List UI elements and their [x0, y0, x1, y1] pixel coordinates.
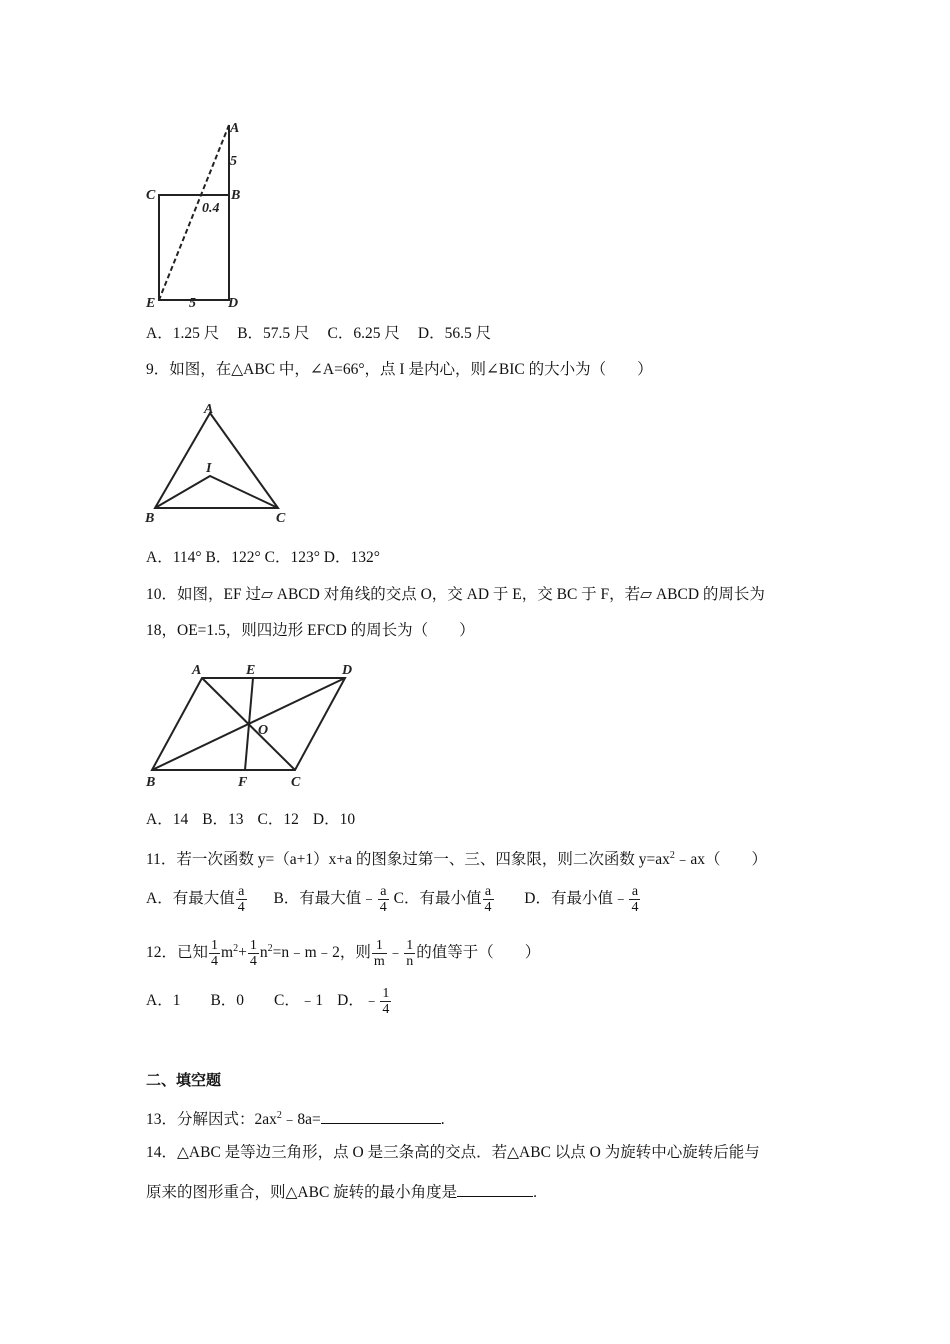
fraction-a-over-4 — [378, 884, 389, 915]
q12-n-term: n — [259, 944, 268, 962]
fraction-1-over-4 — [380, 986, 391, 1017]
fraction-a-over-4 — [236, 884, 247, 915]
q12-plus: + — [238, 944, 247, 962]
fraction-numerator: a — [236, 884, 247, 900]
q8-option-a[interactable]: A．1.25 尺 — [146, 325, 220, 342]
q12-option-d[interactable] — [337, 984, 392, 1018]
figure-q10 — [140, 658, 370, 793]
fraction-numerator: 1 — [382, 985, 390, 1001]
q11-option-a-text: A．有最大值 — [146, 890, 235, 907]
label-O: O — [258, 723, 269, 738]
q9-option-a[interactable]: A．114° — [146, 549, 202, 566]
fraction-1-over-n — [404, 938, 415, 969]
q12-exponent: 2 — [267, 943, 273, 954]
label-F: F — [238, 775, 248, 790]
q9-option-d[interactable]: D．132° — [323, 549, 380, 566]
q8-option-b[interactable]: B．57.5 尺 — [237, 325, 310, 342]
q8-options — [146, 324, 491, 344]
label-I: I — [206, 461, 212, 476]
q14-answer-blank[interactable] — [457, 1180, 533, 1197]
fraction-denominator: 4 — [237, 899, 245, 915]
q12-stem — [146, 932, 540, 970]
fraction-numerator: a — [483, 884, 494, 900]
q12-stem-end: 的值等于（ ） — [416, 944, 541, 962]
label-cb-length: 0.4 — [202, 201, 220, 216]
label-E: E — [246, 663, 256, 678]
fraction-numerator: a — [378, 884, 389, 900]
label-ed-length: 5 — [189, 296, 196, 311]
q11-option-c[interactable] — [394, 882, 495, 916]
fraction-1-over-4 — [248, 938, 259, 969]
q12-option-d-text: D．﹣ — [337, 992, 380, 1009]
q10-option-b[interactable]: B．13 — [202, 811, 244, 828]
label-B: B — [231, 188, 241, 203]
q10-option-c[interactable]: C．12 — [257, 811, 299, 828]
q12-stem-start: 12．已知 — [146, 944, 209, 962]
q8-option-d[interactable]: D．56.5 尺 — [417, 325, 492, 342]
q11-option-b[interactable] — [273, 882, 389, 916]
label-B: B — [145, 511, 155, 526]
fraction-denominator: n — [406, 954, 414, 970]
section-fill-in-title: 二、填空题 — [146, 1071, 222, 1089]
fraction-a-over-4 — [629, 884, 640, 915]
q14-line2-text: 原来的图形重合，则△ABC 旋转的最小角度是 — [146, 1184, 458, 1201]
q14-line2 — [146, 1180, 537, 1203]
q9-options — [146, 548, 380, 568]
fraction-a-over-4 — [483, 884, 494, 915]
q11-exponent: 2 — [669, 850, 675, 861]
fraction-denominator: 4 — [484, 899, 492, 915]
q11-stem-text: 11．若一次函数 y=（a+1）x+a 的图象过第一、三、四象限，则二次函数 y=ax — [146, 851, 670, 869]
q12-option-b[interactable]: B．0 — [210, 992, 245, 1009]
fraction-1-over-m — [372, 938, 387, 969]
fraction-numerator: 1 — [372, 938, 387, 954]
label-ab-length: 5 — [230, 154, 237, 169]
q9-option-c[interactable]: C．123° — [264, 549, 320, 566]
fraction-1-over-4 — [209, 938, 220, 969]
fraction-numerator: 1 — [211, 938, 219, 954]
label-B: B — [146, 775, 156, 790]
label-A: A — [192, 663, 202, 678]
fraction-denominator: 4 — [249, 954, 257, 970]
q12-exponent: 2 — [233, 943, 239, 954]
fraction-denominator: 4 — [382, 1001, 390, 1017]
label-D: D — [228, 296, 239, 311]
label-C: C — [146, 188, 156, 203]
q11-option-b-text: B．有最大值﹣ — [273, 890, 377, 907]
q10-options — [146, 810, 355, 830]
q14-line1: 14．△ABC 是等边三角形，点 O 是三条高的交点．若△ABC 以点 O 为旋转中心旋转后能与 — [146, 1144, 760, 1161]
q14-period: . — [533, 1184, 538, 1201]
q9-option-b[interactable]: B．122° — [205, 549, 261, 566]
q10-stem-line1: 10．如图，EF 过▱ ABCD 对角线的交点 O，交 AD 于 E，交 BC 于 F，若▱ ABCD 的周长为 — [146, 586, 765, 603]
label-C: C — [291, 775, 301, 790]
q13-stem-end: ﹣8a= — [281, 1111, 321, 1129]
q12-m-term: m — [221, 944, 234, 962]
q9-stem: 9．如图，在△ABC 中，∠A=66°，点 I 是内心，则∠BIC 的大小为（ ） — [146, 361, 653, 378]
q10-option-a[interactable]: A．14 — [146, 811, 189, 828]
fraction-denominator: 4 — [379, 899, 387, 915]
triangle-abc — [155, 413, 278, 508]
q11-option-d-text: D．有最小值﹣ — [524, 890, 629, 907]
q11-option-d[interactable] — [524, 882, 641, 916]
fraction-numerator: 1 — [249, 938, 257, 954]
q13-stem-text: 13．分解因式：2ax — [146, 1111, 277, 1129]
label-C: C — [276, 511, 286, 526]
q12-stem-mid: =n﹣m﹣2，则 — [272, 944, 371, 962]
q11-stem-end: ﹣ax（ ） — [674, 851, 768, 869]
label-A: A — [204, 402, 214, 417]
figure-q9 — [140, 398, 300, 530]
q11-options — [146, 882, 641, 916]
q11-option-a[interactable] — [146, 882, 248, 916]
q12-option-c[interactable]: C．﹣1 — [274, 992, 324, 1009]
q8-option-c[interactable]: C．6.25 尺 — [327, 325, 400, 342]
q12-minus: ﹣ — [387, 944, 404, 962]
fraction-numerator: a — [629, 884, 640, 900]
fraction-denominator: 4 — [211, 954, 219, 970]
q12-option-a[interactable]: A．1 — [146, 992, 181, 1009]
label-A: A — [230, 121, 240, 136]
fraction-numerator: 1 — [406, 938, 414, 954]
q13-period: . — [440, 1111, 445, 1129]
q13-exponent: 2 — [276, 1110, 282, 1121]
figure-q8 — [140, 115, 260, 315]
label-E: E — [146, 296, 156, 311]
q11-option-c-text: C．有最小值 — [393, 890, 482, 907]
fraction-denominator: 4 — [631, 899, 639, 915]
q10-stem-line2: 18，OE=1.5，则四边形 EFCD 的周长为（ ） — [146, 622, 475, 639]
q13-stem — [146, 1106, 445, 1130]
q11-stem — [146, 846, 767, 870]
label-D: D — [342, 663, 353, 678]
q10-option-d[interactable]: D．10 — [312, 811, 356, 828]
fraction-denominator: m — [373, 954, 385, 970]
q12-options — [146, 984, 392, 1018]
q13-answer-blank[interactable] — [321, 1107, 441, 1124]
